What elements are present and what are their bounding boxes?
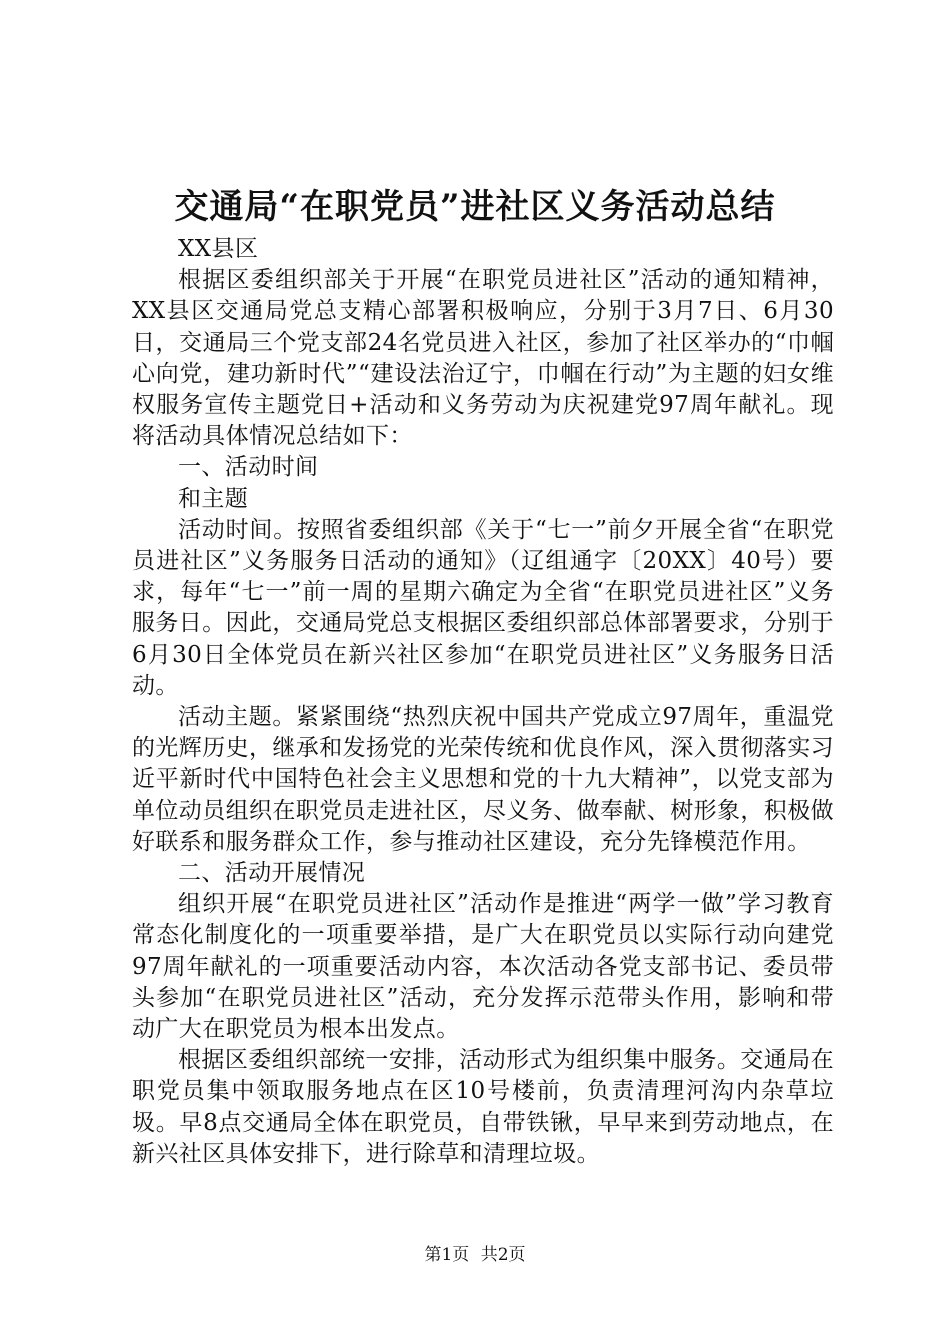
section-heading-1: 一、活动时间 [178, 454, 319, 481]
paragraph-activity-theme: 活动主题。紧紧围绕“热烈庆祝中国共产党成立97周年，重温党的光辉历史，继承和发扬党的光荣传统和优良作风，深入贯彻落实习近平新时代中国特色社会主义思想和党的十九大精神”，以党支部为单位动员组织在职党员走进社区，尽义务、做奉献、树形象，积极做好联系和服务群众工作，参与推动社区建设，充分先锋模范作用。 [132, 704, 834, 855]
page-number-current: 第1页 [424, 1245, 470, 1265]
document-title: 交通局“在职党员”进社区义务活动总结 [174, 187, 776, 227]
document-body [132, 234, 834, 1170]
paragraph-intro: 根据区委组织部关于开展“在职党员进社区”活动的通知精神，XX县区交通局党总支精心部署积极响应，分别于3月7日、6月30日，交通局三个党支部24名党员进入社区，参加了社区举办的“巾帼心向党，建功新时代”“建设法治辽宁，巾帼在行动”为主题的妇女维权服务宣传主题党日+活动和义务劳动为庆祝建党97周年献礼。现将活动具体情况总结如下： [132, 267, 834, 450]
paragraph-organization: 组织开展“在职党员进社区”活动作是推进“两学一做”学习教育常态化制度化的一项重要举措，是广大在职党员以实际行动向建党97周年献礼的一项重要活动内容，本次活动各党支部书记、委员带头参加“在职党员进社区”活动，充分发挥示范带头作用，影响和带动广大在职党员为根本出发点。 [132, 891, 834, 1043]
page-footer [0, 1243, 950, 1267]
section-heading-2: 二、活动开展情况 [178, 860, 366, 887]
paragraph-arrangement: 根据区委组织部统一安排，活动形式为组织集中服务。交通局在职党员集中领取服务地点在区10号楼前，负责清理河沟内杂草垃圾。早8点交通局全体在职党员，自带铁锹，早早来到劳动地点，在新兴社区具体安排下，进行除草和清理垃圾。 [132, 1047, 834, 1167]
page-number-total: 共2页 [480, 1245, 526, 1265]
paragraph-activity-time: 活动时间。按照省委组织部《关于“七一”前夕开展全省“在职党员进社区”义务服务日活动的通知》（辽组通字〔20XX〕40号）要求，每年“七一”前一周的星期六确定为全省“在职党员进社区”义务服务日。因此，交通局党总支根据区委组织部总体部署要求，分别于6月30日全体党员在新兴社区参加“在职党员进社区”义务服务日活动。 [132, 516, 834, 699]
paragraph-county: XX县区 [178, 236, 259, 262]
section-heading-1-continued: 和主题 [178, 485, 249, 512]
